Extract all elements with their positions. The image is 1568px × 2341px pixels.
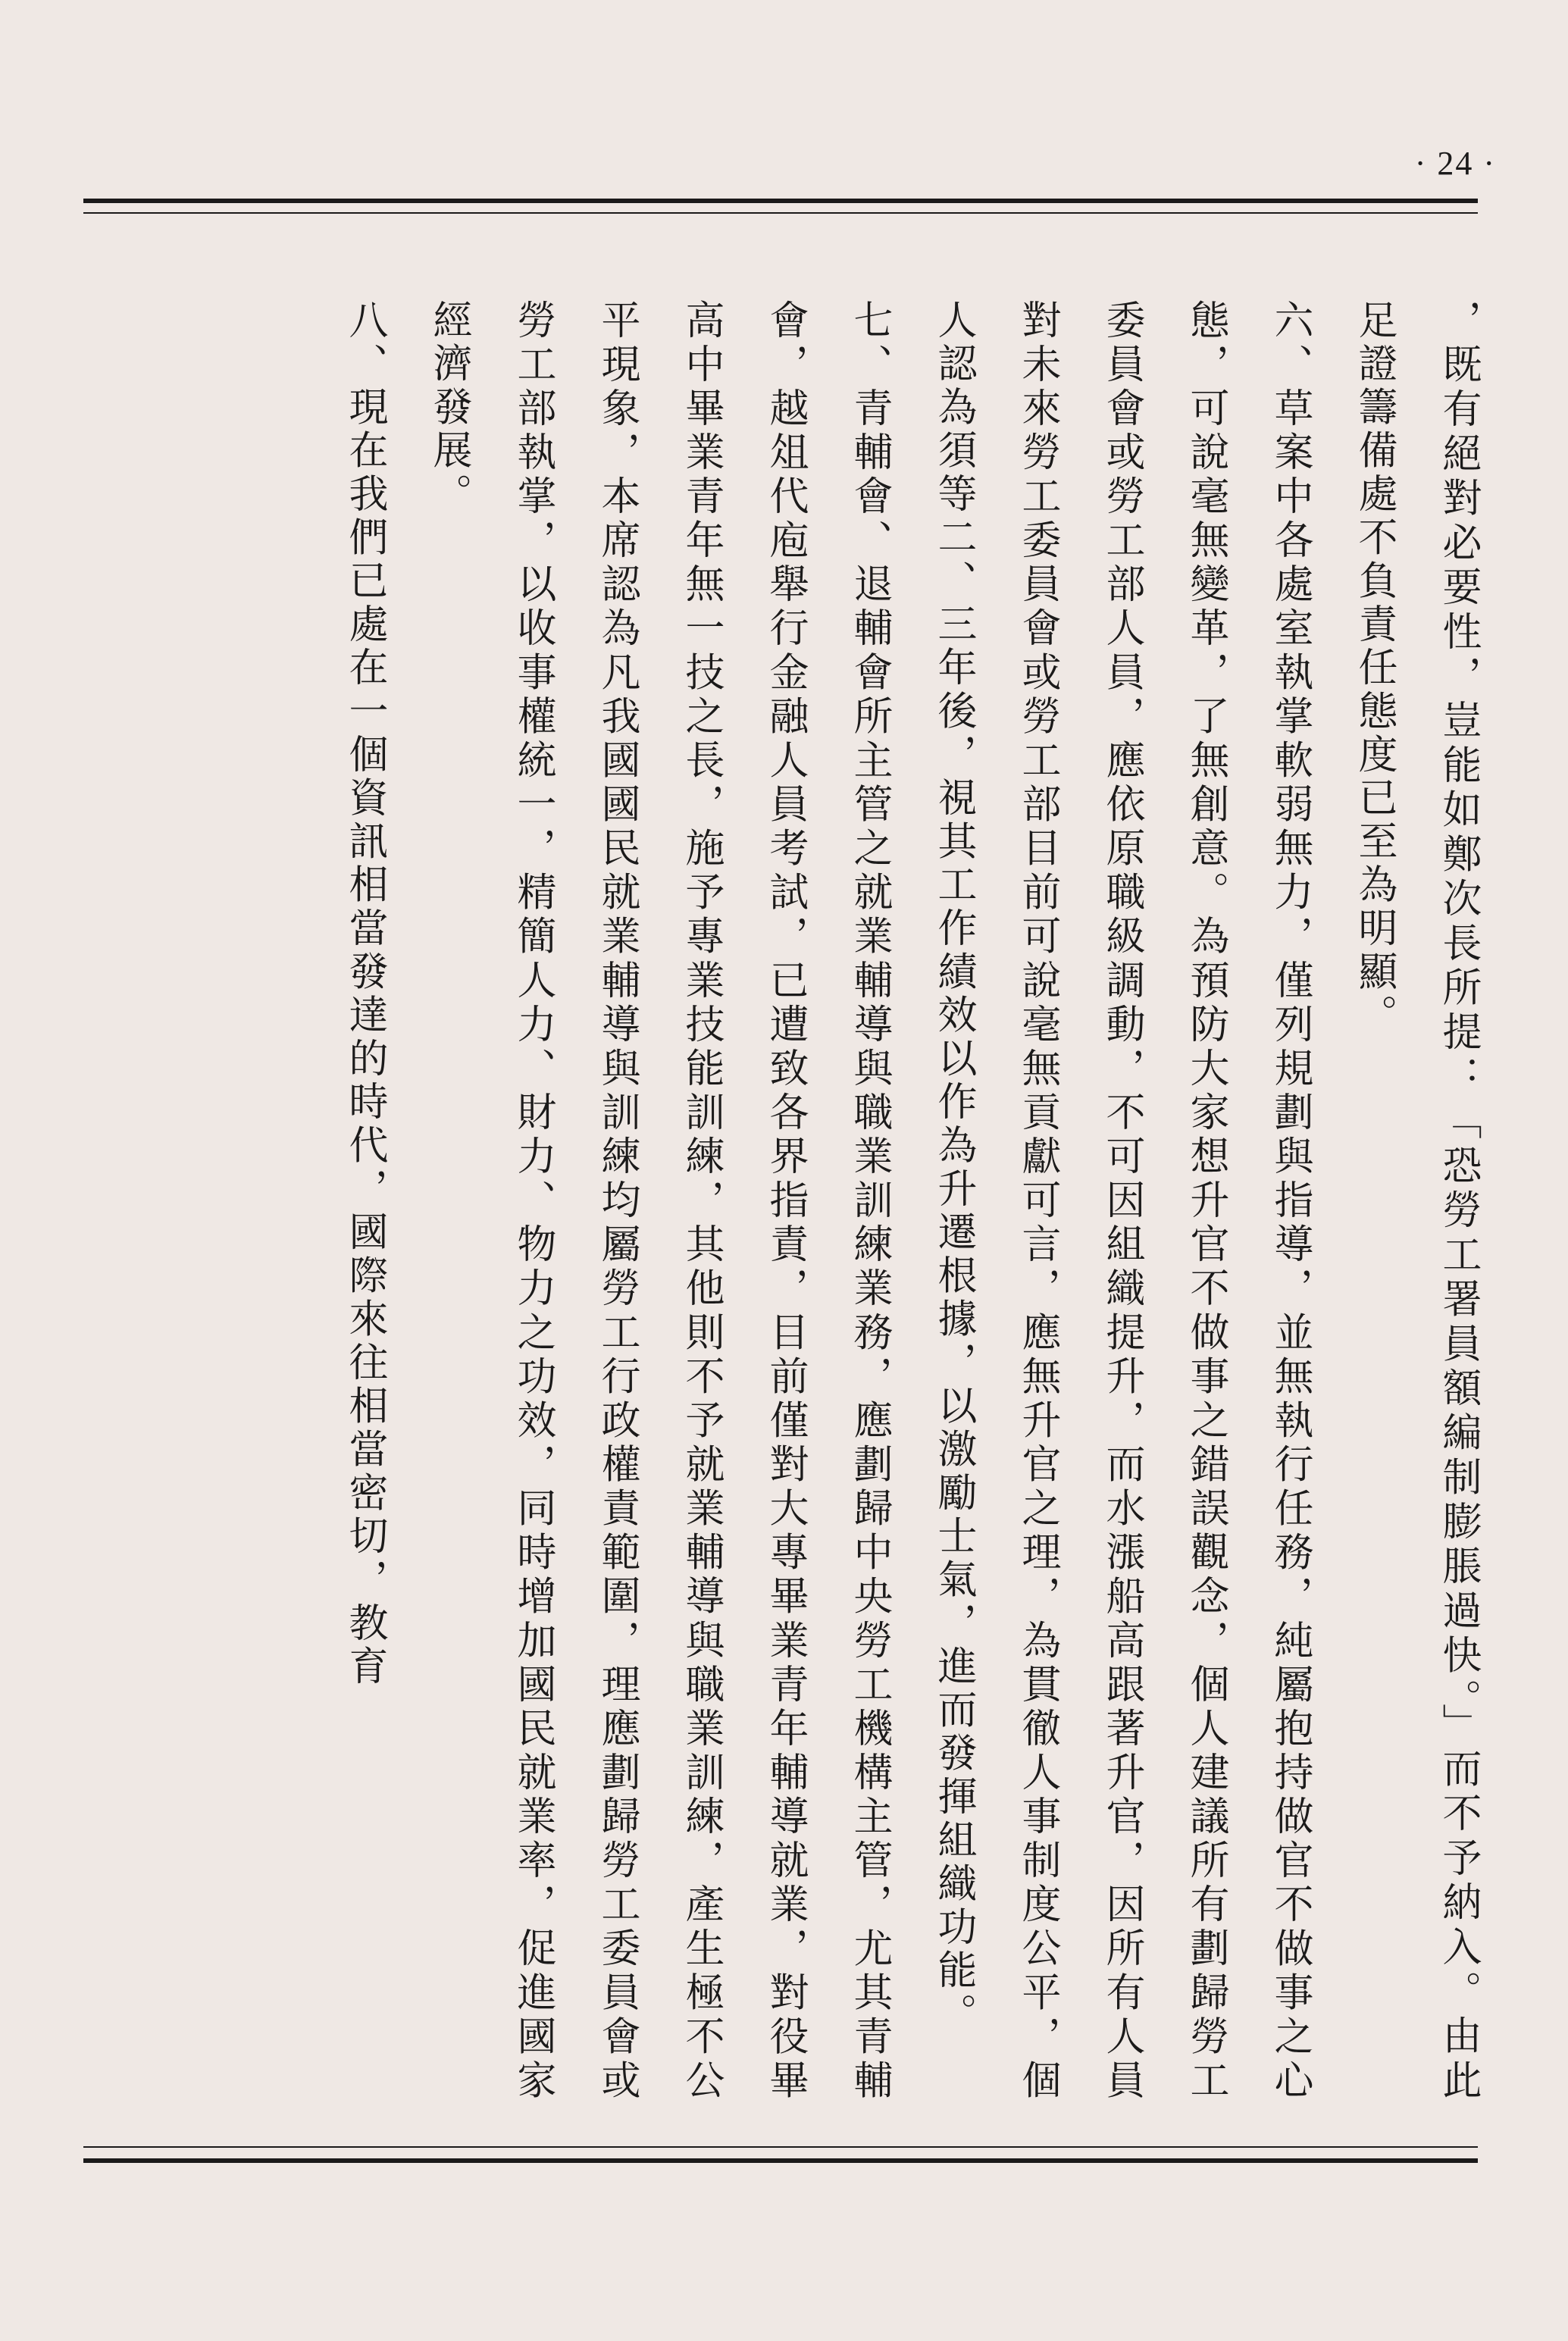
- paragraph-text: 草案中各處室執掌軟弱無力，僅列規劃與指導，並無執行任務，純屬抱持做官不做事之心態，可說毫無變革，了無創意。為預防大家想升官不做事之錯誤觀念，個人建議所有劃歸勞工委員會或勞工部人員，應依原職級調動，不可因組織提升，而水漲船高跟著升官，因所有人員對未來勞工委員會或勞工部目前可說毫無貢獻可言，應無升官之理，為貫徹人事制度公平，個人認為須等二、三年後，視其工作績效以作為升遷根據，以激勵士氣，進而發揮組織功能。: [931, 299, 1313, 2103]
- paragraph-marker: 八、: [342, 299, 387, 387]
- footer-rule-thin: [83, 2146, 1478, 2148]
- paragraph-text: ，既有絕對必要性，豈能如鄭次長所提：「恐勞工署員額編制膨脹過快。」而不予納入。由此足證籌備處不負責任態度已至為明顯。: [1351, 299, 1481, 2103]
- paragraph-item-6: [911, 299, 1332, 2103]
- header-rule-thick: [83, 199, 1478, 203]
- body-text: [75, 299, 1500, 2103]
- paragraph-marker: 七、: [847, 299, 892, 388]
- paragraph-text: 現在我們已處在一個資訊相當發達的時代，國際來往相當密切，教育: [342, 386, 387, 1689]
- footer-rule-thick: [83, 2158, 1478, 2163]
- paragraph-item-7: [406, 299, 911, 2103]
- page-number: · 24 ·: [1414, 145, 1496, 182]
- paragraph-text: 青輔會、退輔會所主管之就業輔導與職業訓練業務，應劃歸中央勞工機構主管，尤其青輔會，越俎代庖舉行金融人員考試，已遭致各界指責，目前僅對大專畢業青年輔導就業，對役畢高中畢業青年無一技之長，施予專業技能訓練，其他則不予就業輔導與職業訓練，產生極不公平現象，本席認為凡我國國民就業輔導與訓練均屬勞工行政權責範圍，理應劃歸勞工委員會或勞工部執掌，以收事權統一，精簡人力、財力、物力之功效，同時增加國民就業率，促進國家經濟發展。: [426, 299, 892, 2103]
- paragraph-marker: 六、: [1267, 299, 1313, 388]
- header-rule-thin: [83, 212, 1478, 214]
- paragraph-item-8: [322, 299, 406, 2103]
- paragraph-continuation: [1332, 299, 1500, 2103]
